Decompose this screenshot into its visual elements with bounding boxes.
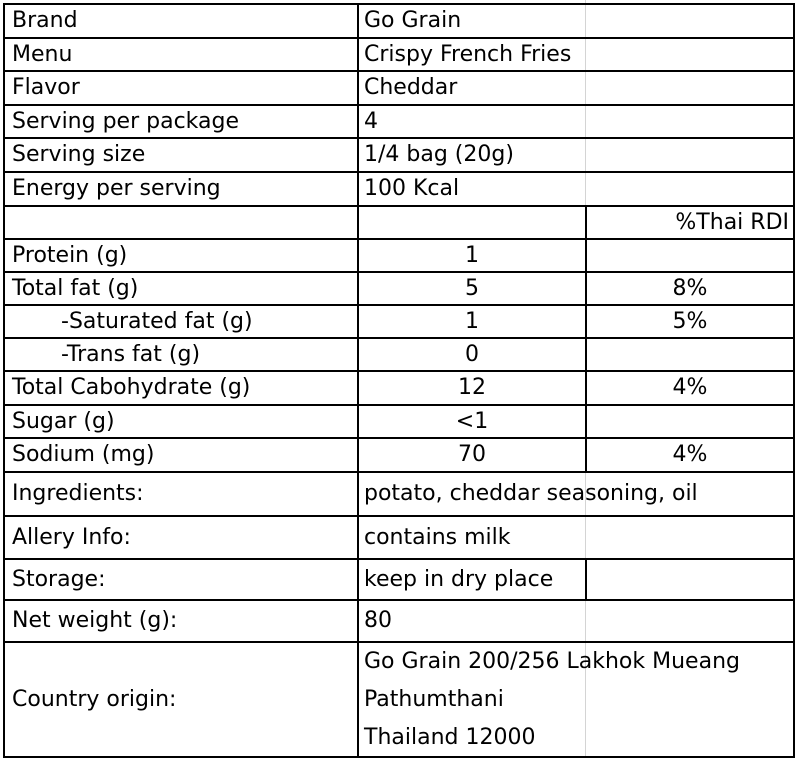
nutrient-name: -Trans fat (g) [61, 341, 201, 367]
address-line: Thailand 12000 [364, 724, 536, 750]
border-storage-divider [585, 559, 587, 600]
nutrient-name: Sugar (g) [12, 408, 115, 434]
nutrient-rdi: 8% [672, 275, 708, 301]
country-origin-value [359, 643, 793, 756]
nutrient-rdi [587, 406, 793, 437]
nutrient-amount: 0 [465, 341, 479, 367]
storage-value: keep in dry place [364, 566, 554, 592]
brand-label: Brand [12, 8, 78, 33]
nutrient-name: Total Cabohydrate (g) [12, 375, 251, 400]
nutrient-name: Total fat (g) [12, 275, 139, 301]
allergy-value: contains milk [364, 524, 511, 550]
rdi-header: %Thai RDI [675, 209, 789, 235]
nutrient-amount: 5 [465, 275, 479, 301]
nutrient-rdi: 5% [672, 308, 708, 334]
nutrient-rdi [587, 240, 793, 271]
address-line: Go Grain 200/256 Lakhok Mueang [364, 648, 740, 674]
allergy-label: Allery Info: [12, 524, 131, 550]
ingredients-value: potato, cheddar seasoning, oil [364, 481, 698, 506]
nutrient-rdi: 4% [672, 442, 708, 467]
nutrient-name: Protein (g) [12, 242, 128, 268]
border-right [793, 3, 795, 758]
nutrient-amount: 70 [458, 442, 486, 467]
address-line: Pathumthani [364, 686, 504, 712]
nutrient-name: -Saturated fat (g) [61, 308, 253, 334]
menu-value: Crispy French Fries [364, 41, 572, 67]
net-weight-value: 80 [364, 608, 392, 633]
ingredients-label: Ingredients: [12, 481, 144, 506]
nutrient-rdi: 4% [672, 375, 708, 400]
nutrient-amount: 1 [465, 242, 479, 268]
energy-label: Energy per serving [12, 176, 221, 201]
nutrient-name: Sodium (mg) [12, 442, 155, 467]
net-weight-label: Net weight (g): [12, 608, 178, 633]
serving-size-value: 1/4 bag (20g) [364, 142, 514, 167]
energy-value: 100 Kcal [364, 176, 460, 201]
servings-per-package-label: Serving per package [12, 108, 239, 134]
servings-per-package-value: 4 [364, 108, 378, 134]
nutrient-amount: 12 [458, 375, 486, 400]
nutrient-rdi [587, 339, 793, 370]
nutrient-amount: 1 [465, 308, 479, 334]
menu-label: Menu [12, 41, 73, 67]
brand-value: Go Grain [364, 8, 462, 33]
serving-size-label: Serving size [12, 142, 146, 167]
country-origin-label: Country origin: [12, 686, 177, 712]
flavor-value: Cheddar [364, 75, 458, 100]
storage-label: Storage: [12, 566, 106, 592]
nutrient-amount: <1 [455, 408, 489, 434]
flavor-label: Flavor [12, 75, 80, 100]
